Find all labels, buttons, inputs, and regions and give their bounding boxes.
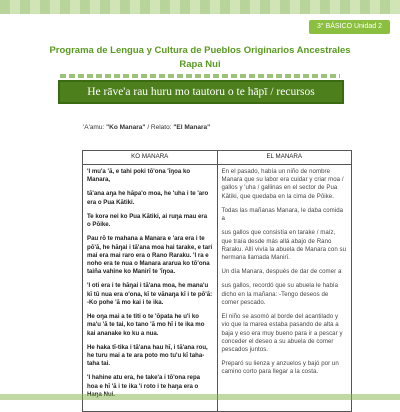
paragraph: Pau rō te mahana a Manara e 'ara era i te pō'ā, he hāŋai i tā'ana moa hai tarake, e tari mai era mai raro era o Rano Raraku. 'I ra e noho era te nua o Manara ararua ko tō'ona taiña vahine ko Manirī te 'īŋoa. <box>87 235 213 276</box>
paragraph: Te korə nei ko Pua Kātiki, ai ruŋa mau era o Pōike. <box>87 212 208 229</box>
section-banner: He rāve'a rau huru mo tautoru o te hāpī / recursos <box>58 80 344 104</box>
paragraph: 'I oti era i te hāŋai i tā'ana moa, he mana'u kī tū nua era o'ona, kī te vānaŋa kī i te pō'ā: -Ko pohe 'ā mo kai i te ika. <box>87 282 213 306</box>
paragraph: sus gallos, recordó que su abuela le había dicho en la mañana: -Tengo deseos de comer pescado. <box>221 282 339 306</box>
decorative-bottom-bar <box>0 394 400 400</box>
paragraph: sus gallos que consistía en tarake / maíz, que traía desde más allá abajo de Rano Raraku. Allí vivía la abuela de Manara con su hermana llamada Manirī. <box>221 229 347 261</box>
paragraph: He haka tī-tika i tā'ana hau hī, i tā'ana rou, he turu mai a te ara poto mo tu'u kī taha-taha tai. <box>87 343 208 368</box>
decorative-pattern-top <box>0 0 400 14</box>
paragraph: 'I hahine atu era, he take'a i tō'ona repa hoa e hī 'ā i te ika 'i roto i te haŋa era o <box>87 374 201 390</box>
language-subtitle: Rapa Nui <box>179 59 221 70</box>
grade-unit-badge: 3° BÁSICO Unidad 2 <box>309 20 390 34</box>
paragraph: El niño se asomó al borde del acantilado y vio que la marea estaba pasando de alta a baja y eso era muy bueno para ir a pescar y conceder el deseo a su abuela de comer pescados juntos. <box>221 313 343 353</box>
story-meta <box>83 124 210 131</box>
story-label: / Relato: <box>147 124 174 131</box>
paragraph: Preparó su lienza y anzuelos y bajó por un camino corto para llegar a la costa. <box>221 360 339 376</box>
story-value: "El Manara" <box>173 124 211 131</box>
program-title: Programa de Lengua y Cultura de Pueblos Originarios Ancestrales <box>49 45 351 56</box>
column-header-rapanui: KO MANARA <box>83 151 218 165</box>
bilingual-story-table <box>82 150 352 412</box>
paragraph: He oŋa mai a te titi o te 'ōpata he u'i ko ma'u 'ā te tai, ko tano 'ā mo hī i te ika mo kai ananake ko ku a nua. <box>87 313 205 337</box>
author-label: 'A'amu: <box>83 124 105 131</box>
spanish-text-column <box>217 165 352 412</box>
decorative-divider <box>60 74 340 78</box>
paragraph: Un día Manara, después de dar de comer a <box>221 268 342 276</box>
paragraph: tā'ana aŋa he hāpa'o moa, he 'uha i te 'aro era o Pua Kātiki. <box>87 190 209 206</box>
paragraph: En el pasado, había un niño de nombre Manara que su labor era cuidar y criar moa / gallos y 'uha / gallinas en el sector de Pua Kātiki, que quedaba en la cima de Pōike. <box>221 168 344 200</box>
rapanui-text-column <box>83 165 218 412</box>
author-value: "Ko Manara" <box>106 124 146 131</box>
column-header-spanish: EL MANARA <box>217 151 352 165</box>
paragraph: Todas las mañanas Manara, le daba comida a <box>221 206 344 223</box>
paragraph: 'I mu'a 'ā, e tahi poki tō'ona 'īŋoa ko Manara, <box>87 168 191 184</box>
